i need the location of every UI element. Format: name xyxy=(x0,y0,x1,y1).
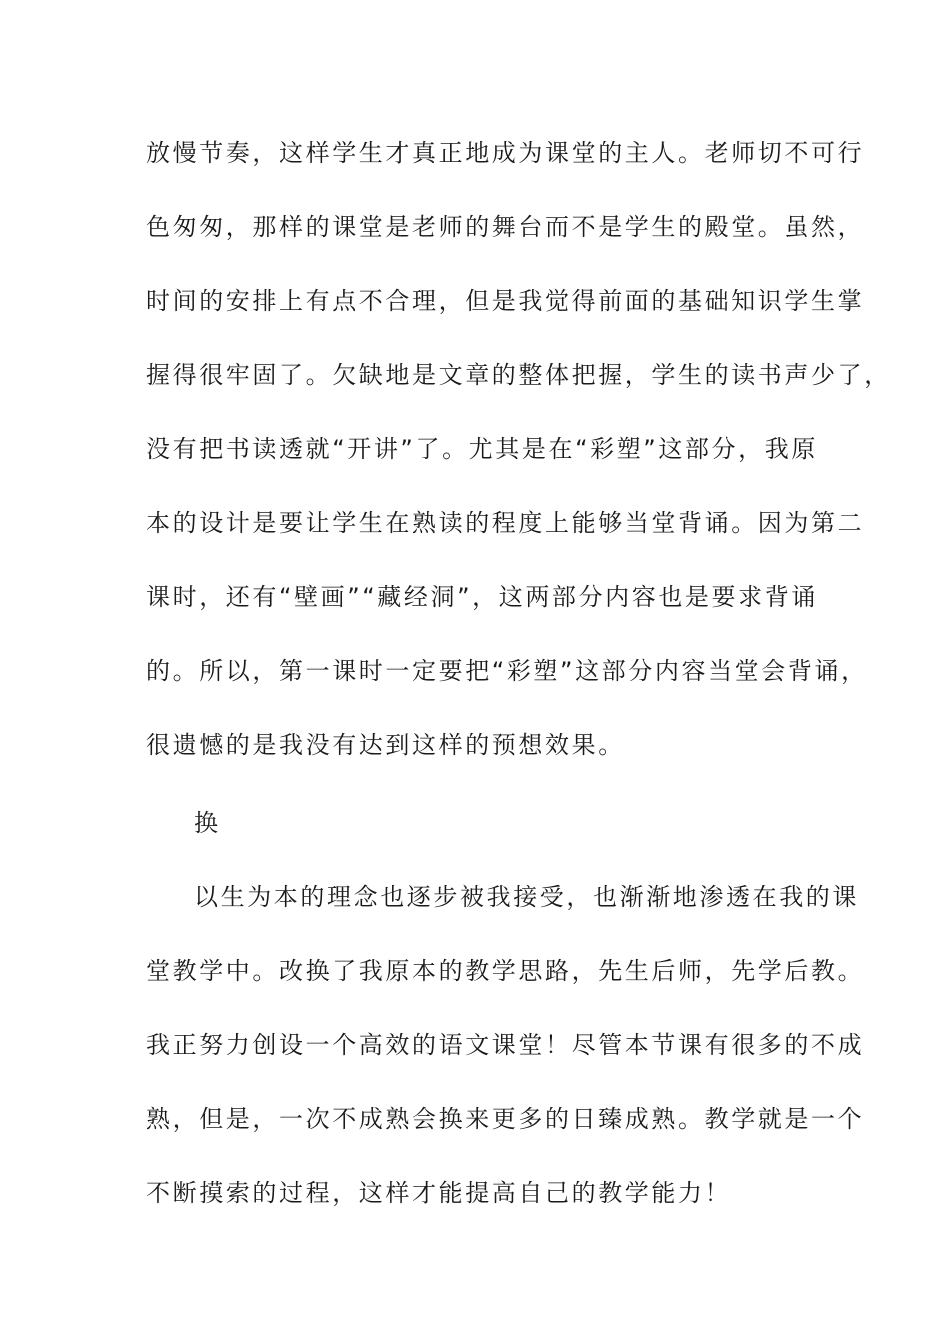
paragraph-line: 我正努力创设一个高效的语文课堂！尽管本节课有很多的不成 xyxy=(146,1031,865,1059)
paragraph-line: 很遗憾的是我没有达到这样的预想效果。 xyxy=(146,731,625,759)
paragraph-line: 以生为本的理念也逐步被我接受，也渐渐地渗透在我的课 xyxy=(194,883,859,911)
paragraph-line: 没有把书读透就“开讲”了。尤其是在“彩塑”这部分，我原 xyxy=(146,435,818,463)
paragraph-line: 课时，还有“壁画”“藏经洞”，这两部分内容也是要求背诵 xyxy=(146,583,818,611)
paragraph-line: 本的设计是要让学生在熟读的程度上能够当堂背诵。因为第二 xyxy=(146,509,865,537)
paragraph-line: 放慢节奏，这样学生才真正地成为课堂的主人。老师切不可行 xyxy=(146,139,865,167)
paragraph-line: 堂教学中。改换了我原本的教学思路，先生后师，先学后教。 xyxy=(146,957,865,985)
paragraph-line: 时间的安排上有点不合理，但是我觉得前面的基础知识学生掌 xyxy=(146,287,865,315)
section-heading: 换 xyxy=(194,809,221,837)
paragraph-line: 不断摸索的过程，这样才能提高自己的教学能力！ xyxy=(146,1179,732,1207)
paragraph-line: 色匆匆，那样的课堂是老师的舞台而不是学生的殿堂。虽然， xyxy=(146,213,865,241)
paragraph-line: 握得很牢固了。欠缺地是文章的整体把握，学生的读书声少了， xyxy=(146,361,891,389)
paragraph-line: 熟，但是，一次不成熟会换来更多的日臻成熟。教学就是一个 xyxy=(146,1105,865,1133)
paragraph-line: 的。所以，第一课时一定要把“彩塑”这部分内容当堂会背诵， xyxy=(146,657,868,685)
